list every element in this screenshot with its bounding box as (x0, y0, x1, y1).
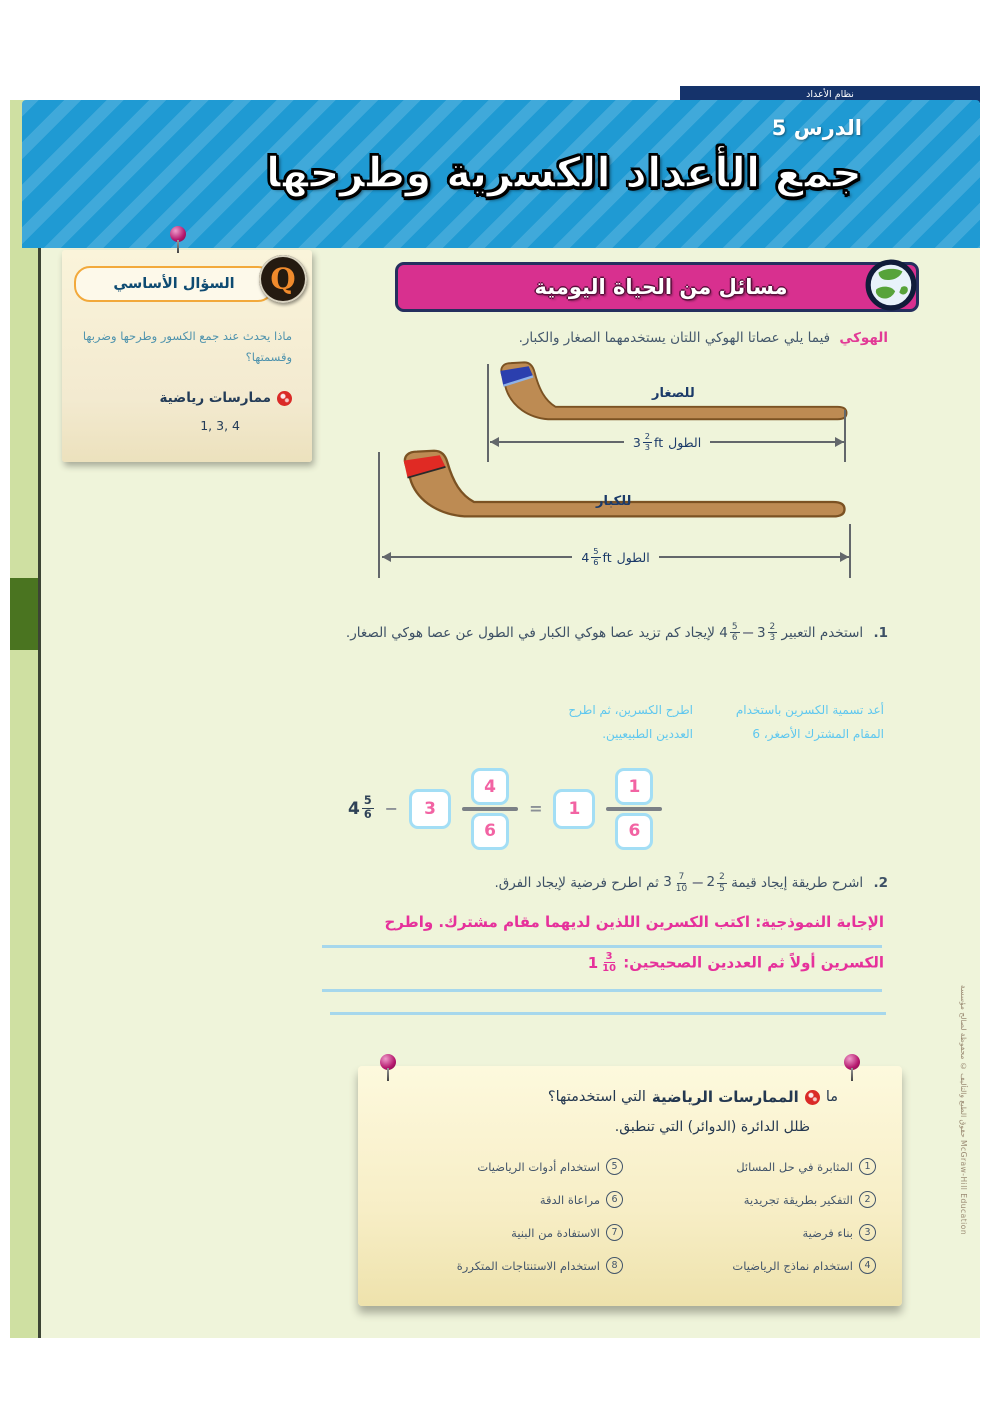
left-margin-green-block (10, 578, 38, 650)
answer-line[interactable] (322, 945, 882, 948)
question-2-tail: ثم اطرح فرضية لإيجاد الفرق. (494, 875, 659, 892)
fraction-denominator: 6 (363, 808, 372, 822)
minus-sign: − (741, 623, 755, 642)
question-prefix: ما (825, 1089, 838, 1105)
practice-label: الاستفادة من البنية (511, 1225, 600, 1240)
sample-answer-label: الإجابة النموذجية: (755, 913, 884, 931)
fraction-numerator: 5 (731, 622, 738, 633)
question-1-tail: لإيجاد كم تزيد عصا هوكي الكبار في الطول عن عصا هوكي الصغار. (345, 624, 715, 641)
length-word: الطول (668, 434, 702, 450)
fraction-numerator: 7 (678, 872, 685, 883)
adult-length-label (572, 547, 658, 567)
fraction-numerator: 2 (719, 872, 725, 883)
whole-number: 4 (348, 798, 360, 819)
answer-box-numerator-2[interactable]: 1 (615, 768, 653, 805)
whole-number: 2 (706, 874, 716, 891)
fraction-bar (606, 807, 662, 811)
fraction (768, 622, 778, 643)
practice-item (633, 1257, 876, 1274)
real-world-banner (395, 262, 919, 312)
practice-label: بناء فرضية (802, 1225, 853, 1240)
chapter-tab: نظام الأعداد (680, 86, 980, 103)
practice-item (380, 1158, 623, 1175)
work-lead-mixed-number (348, 795, 374, 822)
adult-hockey-stick-image (360, 448, 854, 538)
answer-line[interactable] (322, 989, 882, 992)
essential-question-heading: السؤال الأساسي (74, 266, 274, 302)
whole-number: 1 (587, 953, 599, 972)
question-1-lead: استخدم التعبير (781, 624, 864, 641)
whole-number: 3 (756, 624, 766, 641)
whole-number: 3 (632, 434, 641, 450)
copyright-sidebar-text: حقوق الطبع والتأليف © محفوظة لصالح مؤسسة McGraw-Hill Education (959, 985, 968, 1236)
practice-item (380, 1224, 623, 1241)
math-practices-list (380, 1158, 876, 1274)
math-practice-icon (805, 1090, 820, 1105)
question-2-expression (663, 868, 727, 898)
left-margin-rule (38, 100, 41, 1338)
fraction-denominator: 3 (644, 441, 651, 452)
math-practices-line (159, 390, 292, 406)
minus-sign: − (384, 799, 399, 819)
intro-keyword: الهوكي (839, 330, 888, 346)
question-2 (304, 868, 888, 898)
sample-answer-result (588, 951, 618, 975)
practice-circle-3[interactable]: 3 (859, 1224, 876, 1241)
answer-box-denominator-2[interactable]: 6 (615, 813, 653, 850)
practice-label: استخدام نماذج الرياضيات (732, 1258, 853, 1273)
question-2-lead: اشرح طريقة إيجاد قيمة (731, 875, 864, 892)
fraction-denominator: 10 (675, 883, 688, 894)
math-practices-card (358, 1066, 902, 1306)
answer-fraction-1 (462, 768, 518, 850)
question-badge-letter: Q (270, 262, 296, 296)
adult-stick-dimension (382, 546, 849, 567)
fraction-numerator: 3 (605, 951, 613, 962)
adult-stick-label: للكبار (596, 494, 632, 509)
question-1-work-row (348, 768, 662, 850)
fraction-numerator: 2 (644, 431, 651, 442)
practice-label: استخدام الاستنتاجات المتكررة (456, 1258, 600, 1273)
lesson-number-label: الدرس 5 (771, 116, 862, 140)
dimension-line (490, 441, 624, 443)
equals-sign: = (529, 799, 543, 819)
math-practices-label: ممارسات رياضية (159, 390, 271, 406)
unit-label: ft (654, 434, 664, 450)
youth-stick-label: للصغار (652, 386, 695, 401)
question-suffix: التي استخدمتها؟ (547, 1089, 646, 1105)
practice-item (633, 1158, 876, 1175)
dimension-line (382, 556, 572, 558)
answer-box-whole-2[interactable]: 1 (553, 789, 595, 829)
question-1-number: 1. (873, 624, 888, 641)
fraction-denominator: 3 (769, 633, 776, 644)
practice-item (380, 1191, 623, 1208)
practice-item (380, 1257, 623, 1274)
fraction-numerator: 5 (593, 546, 599, 557)
practice-circle-6[interactable]: 6 (606, 1191, 623, 1208)
fraction-denominator: 10 (602, 963, 616, 975)
practice-label: التفكير بطريقة تجريدية (743, 1192, 853, 1207)
sample-answer-line-2 (588, 951, 884, 975)
dimension-line (659, 556, 849, 558)
fraction-denominator: 6 (731, 633, 738, 644)
pin-icon (380, 1054, 396, 1070)
fraction (600, 951, 618, 975)
fraction-denominator: 6 (593, 556, 599, 567)
practice-circle-7[interactable]: 7 (606, 1224, 623, 1241)
answer-line[interactable] (330, 1012, 886, 1015)
fraction (674, 872, 689, 893)
left-margin-strip (10, 100, 38, 1338)
practice-label: استخدام أدوات الرياضيات (477, 1159, 600, 1174)
dimension-extension-line (378, 452, 380, 578)
real-world-banner-label: مسائل من الحياة اليومية (534, 275, 788, 299)
fraction (591, 547, 600, 567)
intro-text: فيما يلي عصاتا الهوكي اللتان يستخدمهما الصغار والكبار. (518, 330, 831, 346)
practice-circle-2[interactable]: 2 (859, 1191, 876, 1208)
fraction-bar (462, 807, 518, 811)
answer-box-denominator-1[interactable]: 6 (471, 813, 509, 850)
question-1 (326, 616, 888, 650)
practice-circle-5[interactable]: 5 (606, 1158, 623, 1175)
practice-label: مراعاة الدقة (539, 1192, 600, 1207)
fraction (362, 795, 374, 822)
practice-circle-8[interactable]: 8 (606, 1257, 623, 1274)
whole-number: 4 (581, 549, 590, 565)
practice-circle-4[interactable]: 4 (859, 1257, 876, 1274)
answer-box-numerator-1[interactable]: 4 (471, 768, 509, 805)
essential-question-note (62, 250, 312, 462)
shade-circles-instruction: ظلل الدائرة (الدوائر) التي تنطبق. (614, 1119, 810, 1135)
globe-icon (864, 258, 918, 312)
question-bold: الممارسات الرياضية (651, 1088, 799, 1106)
answer-fraction-2 (606, 768, 662, 850)
dimension-line (710, 441, 844, 443)
practice-item (633, 1224, 876, 1241)
math-practice-icon (277, 391, 292, 406)
math-practices-question (548, 1088, 838, 1106)
sample-answer-text-1: اكتب الكسرين اللذين لديهما مقام مشترك. واطرح (384, 913, 750, 931)
essential-question-text: ماذا يحدث عند جمع الكسور وطرحها وضربها وقسمتها؟ (82, 329, 292, 364)
fraction (730, 622, 740, 643)
whole-number: 3 (663, 874, 672, 891)
unit-label: ft (602, 549, 612, 565)
question-1-expression (719, 616, 777, 650)
sample-answer-text-2: الكسرين أولاً ثم العددين الصحيحين: (623, 953, 884, 972)
minus-sign: − (691, 873, 705, 892)
hint-subtract-fractions: اطرح الكسرين، ثم اطرح العددين الطبيعيين. (568, 703, 693, 741)
practice-label: المثابرة في حل المسائل (736, 1159, 853, 1174)
fraction-denominator: 5 (719, 883, 725, 894)
pin-icon (170, 226, 186, 242)
pin-icon (844, 1054, 860, 1070)
intro-sentence (519, 330, 888, 346)
practice-item (633, 1191, 876, 1208)
question-badge-icon (259, 255, 307, 303)
answer-box-whole-1[interactable]: 3 (409, 789, 451, 829)
fraction-numerator: 5 (363, 794, 372, 808)
hint-rename-fractions: أعد تسمية الكسرين باستخدام المقام المشترك الأصغر، 6 (735, 703, 884, 741)
fraction (717, 872, 727, 893)
practice-circle-1[interactable]: 1 (859, 1158, 876, 1175)
sample-answer-line-1 (384, 913, 884, 931)
page-title: جمع الأعداد الكسرية وطرحها (265, 148, 862, 197)
youth-stick-dimension (490, 431, 844, 452)
fraction-numerator: 2 (769, 622, 776, 633)
whole-number: 4 (719, 624, 728, 641)
math-practices-numbers: 1, 3, 4 (200, 418, 240, 433)
adult-length-value (581, 547, 611, 567)
dimension-extension-line (849, 524, 851, 578)
length-word: الطول (616, 549, 650, 565)
question-2-number: 2. (873, 875, 888, 892)
